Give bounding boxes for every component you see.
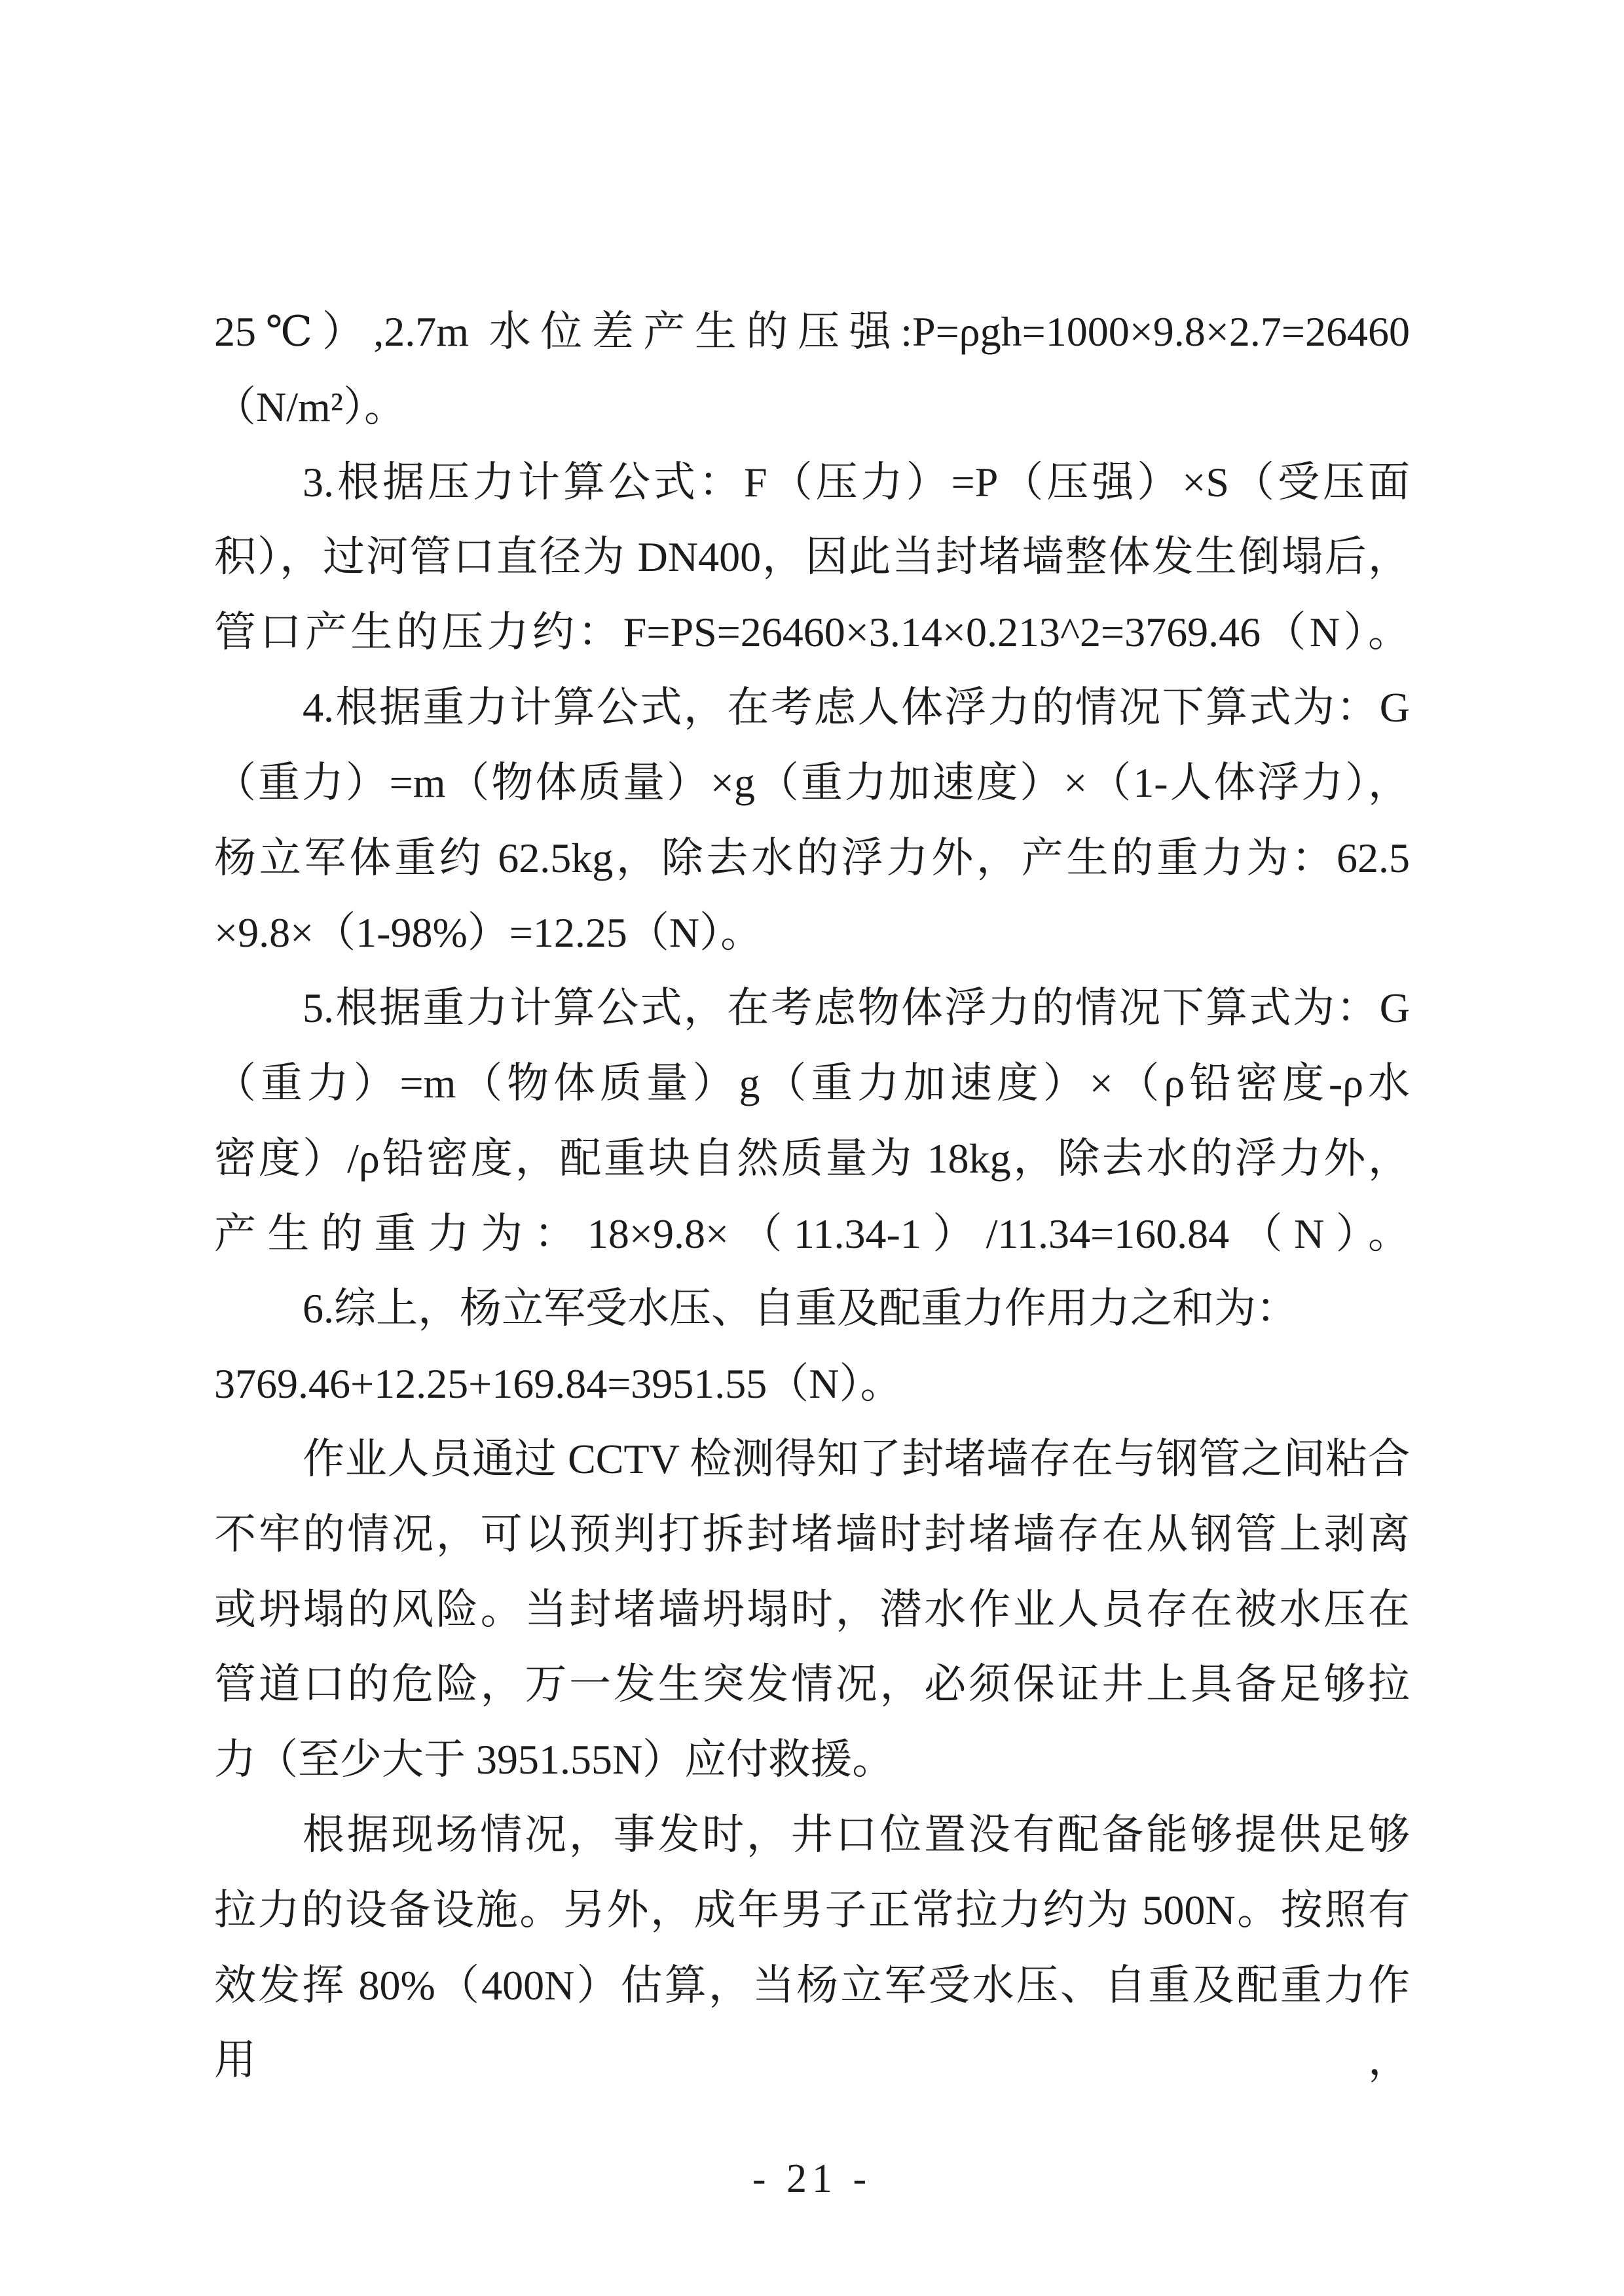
paragraph: [214, 1422, 1410, 1798]
text-line: 作业人员通过 CCTV 检测得知了封堵墙存在与钢管之间粘合: [303, 1435, 1410, 1482]
text-line: 积），过河管口直径为 DN400，因此当封堵墙整体发生倒塌后，: [214, 534, 1410, 581]
text-line: （重力）=m（物体质量）g（重力加速度）×（ρ铅密度-ρ水: [214, 1059, 1410, 1106]
text-line: 25℃）,2.7m 水位差产生的压强:P=ρgh=1000×9.8×2.7=26460: [214, 308, 1410, 355]
text-line: （重力）=m（物体质量）×g（重力加速度）×（1-人体浮力），: [214, 759, 1410, 806]
text-line: 拉力的设备设施。另外，成年男子正常拉力约为 500N。按照有: [214, 1886, 1410, 1933]
text-line: 效发挥 80%（400N）估算，当杨立军受水压、自重及配重力作用，: [214, 1961, 1410, 2084]
text-line: 6.综上，杨立军受水压、自重及配重力作用力之和为：: [303, 1285, 1298, 1332]
paragraph: [214, 445, 1410, 670]
text-line: 管道口的危险，万一发生突发情况，必须保证井上具备足够拉: [214, 1661, 1410, 1708]
text-line: 3769.46+12.25+169.84=3951.55（N）。: [214, 1360, 902, 1408]
page-number: - 21 -: [752, 2157, 872, 2201]
text-line: 根据现场情况，事发时，井口位置没有配备能够提供足够: [303, 1811, 1410, 1858]
paragraph: [214, 1798, 1410, 2084]
text-line: 杨立军体重约 62.5kg，除去水的浮力外，产生的重力为：62.5: [214, 834, 1410, 881]
text-line: 力（至少大于 3951.55N）应付救援。: [214, 1736, 895, 1783]
text-line: 3.根据压力计算公式：F（压力）=P（压强）×S（受压面: [303, 458, 1410, 505]
text-line: ×9.8×（1-98%）=12.25（N）。: [214, 909, 763, 957]
text-line: 不牢的情况，可以预判打拆封堵墙时封堵墙存在从钢管上剥离: [214, 1510, 1410, 1558]
paragraph: [214, 295, 1410, 445]
text-line: 4.根据重力计算公式，在考虑人体浮力的情况下算式为：G: [303, 683, 1410, 731]
paragraph: [214, 1271, 1410, 1422]
paragraph: [214, 971, 1410, 1271]
text-line: 密度）/ρ铅密度，配重块自然质量为 18kg，除去水的浮力外，: [214, 1135, 1410, 1182]
text-line: 5.根据重力计算公式，在考虑物体浮力的情况下算式为：G: [303, 985, 1410, 1032]
text-line: （N/m²）。: [214, 383, 406, 430]
text-line: 产生的重力为：18×9.8×（11.34-1）/11.34=160.84（N）。: [214, 1210, 1410, 1257]
text-line: 管口产生的压力约：F=PS=26460×3.14×0.213^2=3769.46（N）。: [214, 609, 1410, 656]
document-body: [214, 295, 1410, 2084]
paragraph: [214, 670, 1410, 971]
text-line: 或坍塌的风险。当封堵墙坍塌时，潜水作业人员存在被水压在: [214, 1586, 1410, 1633]
